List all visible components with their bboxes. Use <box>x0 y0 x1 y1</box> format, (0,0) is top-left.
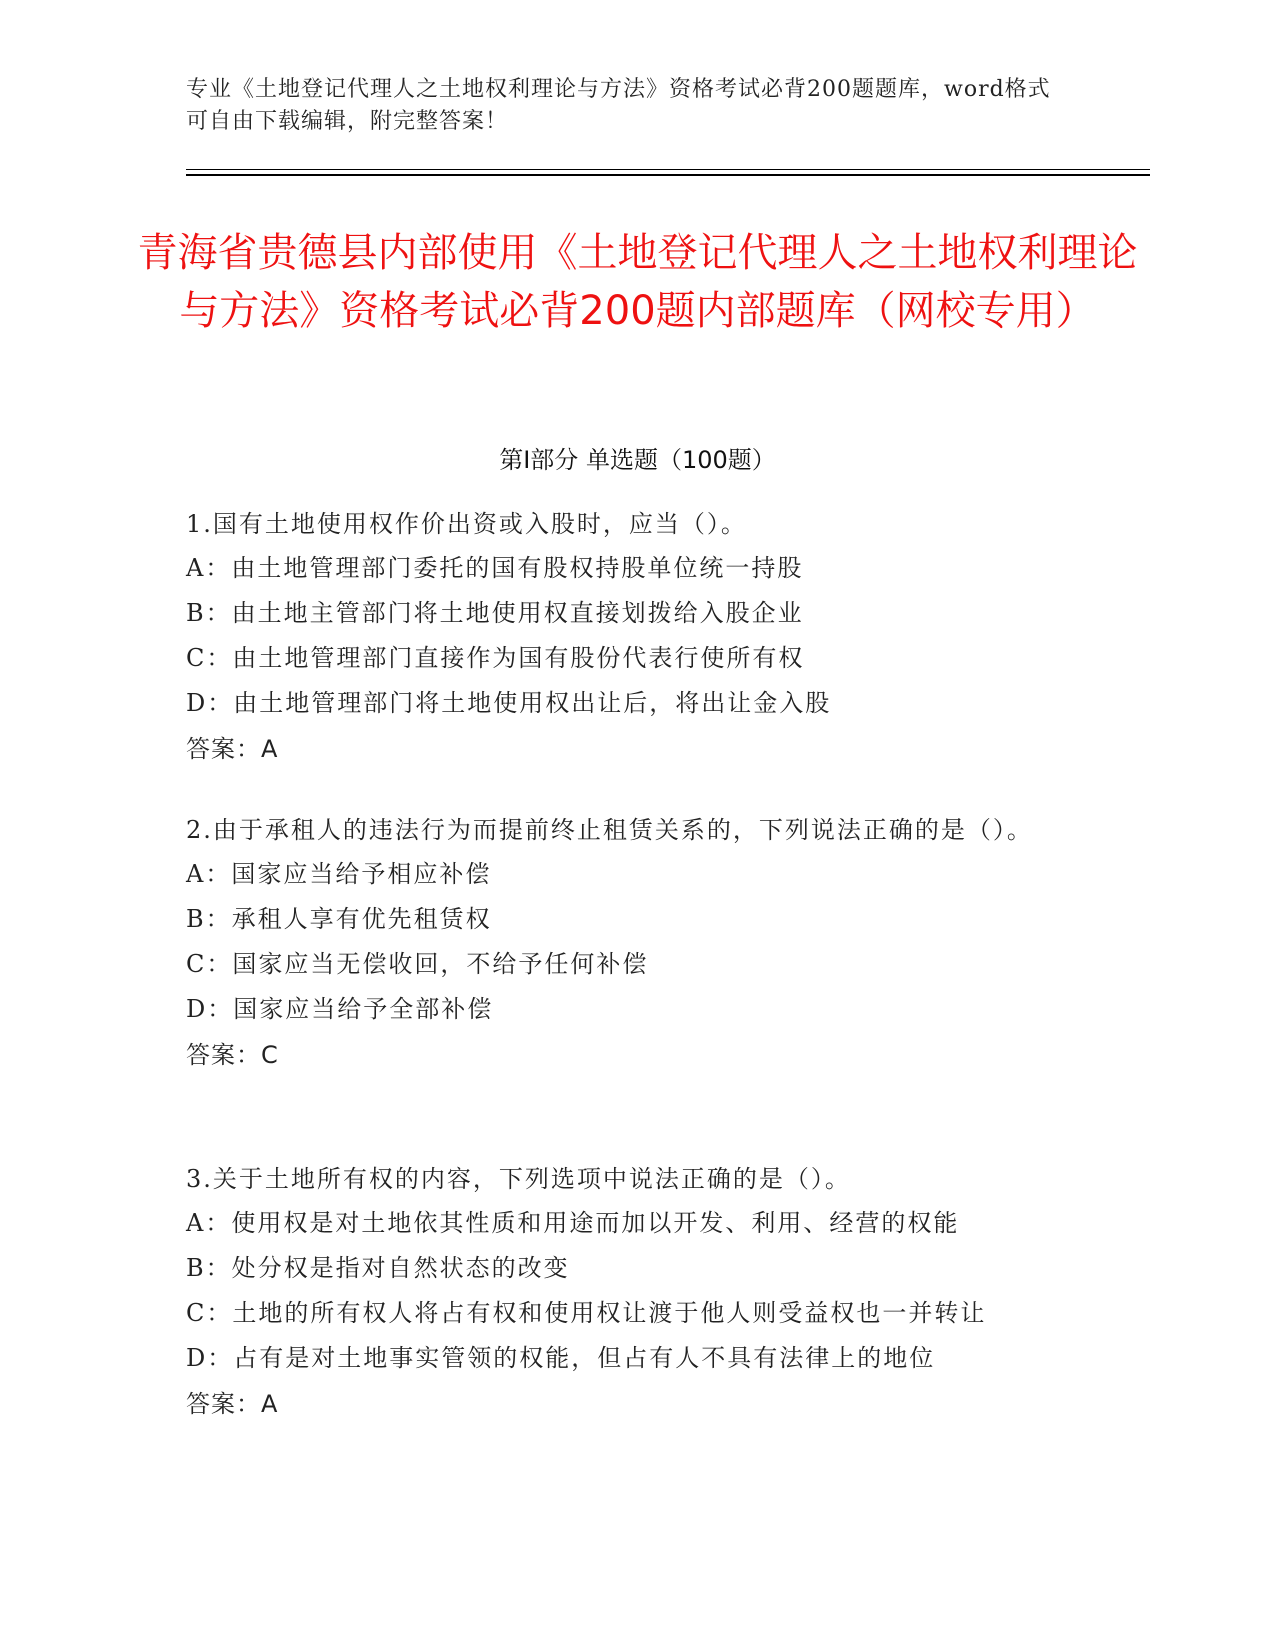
question-3 <box>186 1157 1086 1427</box>
header-rule-top <box>186 169 1150 170</box>
answer: 答案：A <box>186 1390 279 1418</box>
answer: 答案：A <box>186 735 279 763</box>
question-stem: 2.由于承租人的违法行为而提前终止租赁关系的，下列说法正确的是（）。 <box>186 816 1033 844</box>
option-b: B：处分权是指对自然状态的改变 <box>186 1254 570 1282</box>
question-stem: 1.国有土地使用权作价出资或入股时，应当（）。 <box>186 510 747 538</box>
option-c: C：国家应当无偿收回，不给予任何补偿 <box>186 950 649 978</box>
header-rule-bottom <box>186 174 1150 176</box>
answer: 答案：C <box>186 1041 279 1069</box>
option-a: A：由土地管理部门委托的国有股权持股单位统一持股 <box>186 554 804 582</box>
option-a: A：使用权是对土地依其性质和用途而加以开发、利用、经营的权能 <box>186 1209 960 1237</box>
option-c: C：土地的所有权人将占有权和使用权让渡于他人则受益权也一并转让 <box>186 1299 987 1327</box>
section-heading: 第I部分 单选题（100题） <box>499 446 776 474</box>
option-c: C：由土地管理部门直接作为国有股份代表行使所有权 <box>186 644 805 672</box>
question-stem: 3.关于土地所有权的内容，下列选项中说法正确的是（）。 <box>186 1165 851 1193</box>
document-title: 青海省贵德县内部使用《土地登记代理人之土地权利理论与方法》资格考试必背200题内部题库（网校专用） <box>137 230 1138 334</box>
question-2 <box>186 808 1086 1078</box>
question-1 <box>186 502 1086 772</box>
option-d: D：由土地管理部门将土地使用权出让后，将出让金入股 <box>186 689 832 717</box>
option-b: B：由土地主管部门将土地使用权直接划拨给入股企业 <box>186 599 804 627</box>
option-d: D：国家应当给予全部补偿 <box>186 995 494 1023</box>
option-a: A：国家应当给予相应补偿 <box>186 860 492 888</box>
option-b: B：承租人享有优先租赁权 <box>186 905 492 933</box>
option-d: D：占有是对土地事实管领的权能，但占有人不具有法律上的地位 <box>186 1344 936 1372</box>
header-note: 专业《土地登记代理人之土地权利理论与方法》资格考试必背200题题库，word格式可自由下载编辑，附完整答案！ <box>186 77 1051 134</box>
